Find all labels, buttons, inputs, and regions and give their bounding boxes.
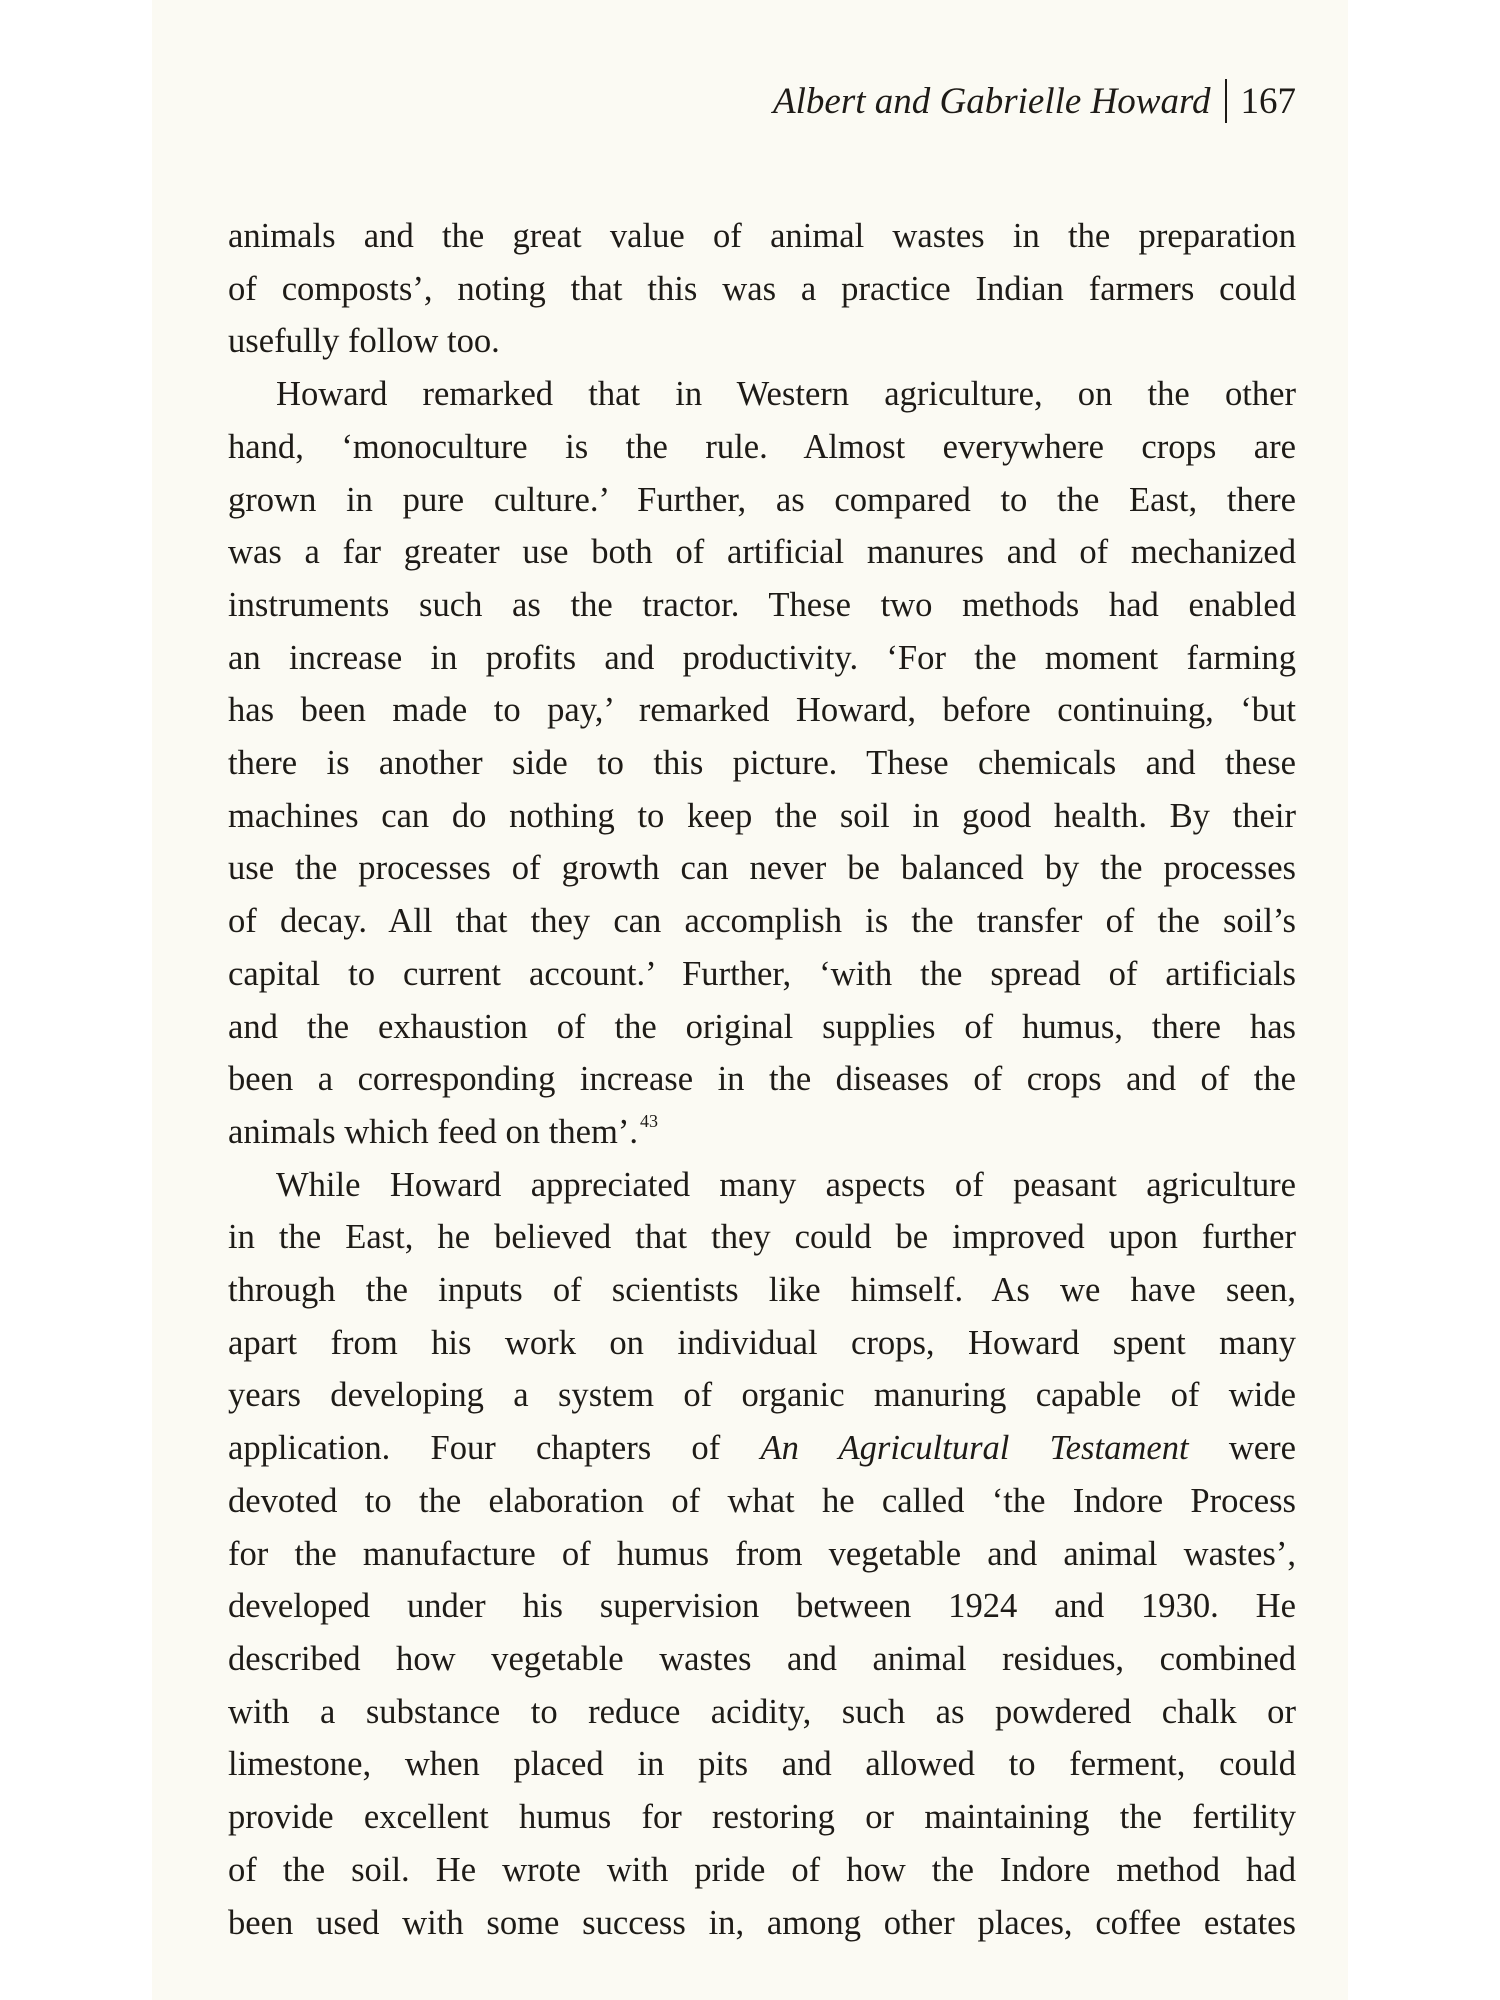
text-line: has been made to pay,’ remarked Howard, before continuing, ‘but — [228, 691, 1296, 730]
footnote-marker[interactable]: 43 — [640, 1110, 659, 1131]
text-line — [228, 1422, 1296, 1475]
text-line: for the manufacture of humus from vegetable and animal wastes’, — [228, 1534, 1296, 1573]
text-line: Howard remarked that in Western agriculture, on the other — [276, 375, 1296, 414]
text-line: in the East, he believed that they could be improved upon further — [228, 1218, 1296, 1257]
paragraph-1 — [228, 210, 1296, 368]
text-line: While Howard appreciated many aspects of peasant agriculture — [276, 1165, 1296, 1204]
text-line: there is another side to this picture. These chemicals and these — [228, 744, 1296, 783]
text-line: limestone, when placed in pits and allowed to ferment, could — [228, 1745, 1296, 1784]
line-text: were — [1188, 1429, 1297, 1468]
body-text — [228, 210, 1296, 1949]
text-line: been a corresponding increase in the diseases of crops and of the — [228, 1060, 1296, 1099]
book-title: An Agricultural Testament — [760, 1429, 1189, 1468]
line-text: animals which feed on them’. — [228, 1112, 639, 1151]
page-number: 167 — [1240, 81, 1296, 122]
text-line: of decay. All that they can accomplish is the transfer of the soil’s — [228, 902, 1296, 941]
paragraph-3 — [228, 1159, 1296, 1950]
text-line: use the processes of growth can never be balanced by the processes — [228, 849, 1296, 888]
text-line: been used with some success in, among other places, coffee estates — [228, 1903, 1296, 1942]
text-line: provide excellent humus for restoring or maintaining the fertility — [228, 1798, 1296, 1837]
paragraph-2 — [228, 368, 1296, 1159]
text-line: capital to current account.’ Further, ‘with the spread of artificials — [228, 954, 1296, 993]
text-line: usefully follow too. — [228, 322, 500, 361]
line-text: application. Four chapters of — [228, 1429, 761, 1468]
text-line: hand, ‘monoculture is the rule. Almost everywhere crops are — [228, 427, 1296, 466]
text-line: an increase in profits and productivity. ‘For the moment farming — [228, 638, 1296, 677]
text-line: apart from his work on individual crops, Howard spent many — [228, 1323, 1296, 1362]
text-line: of the soil. He wrote with pride of how the Indore method had — [228, 1850, 1296, 1889]
text-line: instruments such as the tractor. These two methods had enabled — [228, 585, 1296, 624]
text-line: animals and the great value of animal wastes in the preparation — [228, 217, 1296, 255]
text-line: grown in pure culture.’ Further, as compared to the East, there — [228, 480, 1296, 519]
text-line: through the inputs of scientists like himself. As we have seen, — [228, 1271, 1296, 1310]
text-line: and the exhaustion of the original supplies of humus, there has — [228, 1007, 1296, 1046]
text-line: was a far greater use both of artificial manures and of mechanized — [228, 533, 1296, 572]
book-page — [152, 0, 1348, 2000]
text-line: devoted to the elaboration of what he called ‘the Indore Process — [228, 1481, 1296, 1520]
text-line: years developing a system of organic manuring capable of wide — [228, 1376, 1296, 1415]
header-divider — [1225, 79, 1227, 123]
text-line: of composts’, noting that this was a practice Indian farmers could — [228, 269, 1296, 308]
chapter-title: Albert and Gabrielle Howard — [773, 81, 1211, 122]
running-head — [773, 74, 1296, 130]
text-line: machines can do nothing to keep the soil in good health. By their — [228, 796, 1296, 835]
text-line — [228, 1106, 1296, 1159]
text-line: developed under his supervision between 1924 and 1930. He — [228, 1587, 1296, 1626]
text-line: with a substance to reduce acidity, such as powdered chalk or — [228, 1692, 1296, 1731]
text-line: described how vegetable wastes and animal residues, combined — [228, 1639, 1296, 1678]
